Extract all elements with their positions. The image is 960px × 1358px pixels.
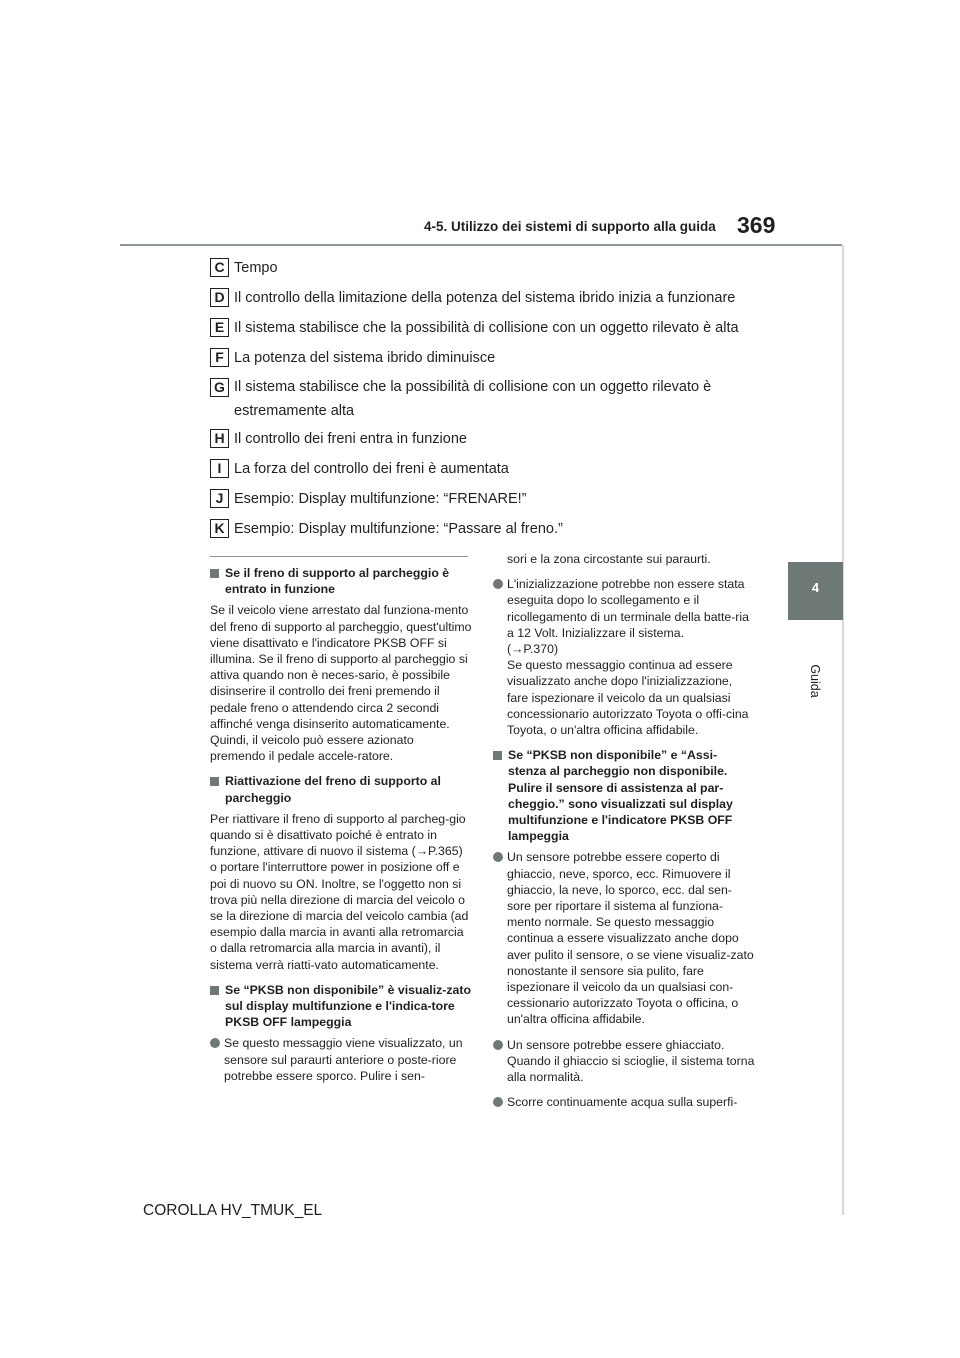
square-bullet-icon (210, 569, 219, 578)
header-rule (120, 244, 842, 246)
legend-item (210, 375, 770, 426)
legend-item (210, 456, 770, 486)
round-bullet-icon (493, 852, 503, 862)
chapter-label-box (800, 652, 830, 712)
legend-item (210, 345, 770, 375)
chapter-tab[interactable] (788, 562, 843, 620)
bullet-text: Scorre continuamente acqua sulla superfi- (507, 1095, 738, 1110)
block-paragraph: Per riattivare il freno di supporto al parcheg-gio quando si è disattivato poiché è entrato in funzione, attivare di nuovo il sistema (→P.365) o portare l'interruttore power in posizione off e poi di nuovo su ON. Inoltre, se l'oggetto non si trova più nella direzione di marcia del veicolo o se la direzione di marcia del veicolo cambia (ad esempio dalla marcia in avanti alla retromarcia o dalla retromarcia alla marcia in avanti), il sistema verrà riatti-vato automaticamente. (210, 811, 469, 972)
bullet-text: Un sensore potrebbe essere coperto di ghiaccio, neve, sporco, ecc. Rimuovere il ghiaccio, la neve, lo sporco, ecc. dal sen-sore per riportare il sistema al funziona-mento normale. Se questo messaggio continua a essere visualizzato anche dopo aver pulito il sensore, o se viene visualiz-zato nonostante il sensore sia pulito, fare ispezionare il veicolo da un qualsiasi con-cessionario autorizzato Toyota o officina, o un'altra officina affidabile. (507, 850, 754, 1027)
legend-item (210, 315, 770, 345)
block-paragraph: Se il veicolo viene arrestato dal funziona-mento del freno di supporto al parcheggio, quest'ultimo viene disattivato e l'indicatore PKSB OFF si illumina. Se il freno di supporto al parcheggio si attiva quando non è neces-sario, è possibile disinserire il controllo dei freni premendo il pedale freno o attendendo circa 2 secondi affinché venga disinserito automaticamente. Quindi, il veicolo può essere azionato premendo il pedale accele-ratore. (210, 603, 472, 764)
legend-key: J (210, 489, 229, 508)
side-bar (842, 245, 844, 1215)
legend-key: H (210, 429, 229, 448)
legend-item (210, 426, 770, 456)
bullet-text: Se questo messaggio continua ad essere visualizzato anche dopo l'inizializzazione, fare ispezionare il veicolo da un qualsiasi concessionario autorizzato Toyota o offi-cina Toyota, o un'altra officina affidabile. (507, 658, 749, 738)
square-bullet-icon (210, 777, 219, 786)
round-bullet-icon (493, 1040, 503, 1050)
legend-item (210, 516, 770, 546)
bullet-text: L'inizializzazione potrebbe non essere stata eseguita dopo lo scollegamento e il ricollegamento di un terminale della batte-ria a 12 Volt. Inizializzare il sistema. (507, 577, 749, 640)
legend-item (210, 255, 770, 285)
round-bullet-icon (493, 579, 503, 589)
chapter-label: Guida (808, 664, 822, 698)
legend-item (210, 285, 770, 315)
legend-text: Esempio: Display multifunzione: “FRENARE!” (234, 491, 527, 507)
chapter-number: 4 (811, 580, 820, 595)
bullet-item (493, 1094, 755, 1110)
page-reference[interactable]: (→P.370) (507, 642, 559, 657)
legend-key: I (210, 459, 229, 478)
bullet-continuation (493, 551, 755, 567)
legend-key: G (210, 378, 229, 397)
bullet-item (493, 1037, 755, 1086)
legend-key: E (210, 318, 229, 337)
heading-text: Se “PKSB non disponibile” e “Assi-stenza al parcheggio non disponibile. Pulire il sensore di assistenza al par-cheggio.” sono visualizzati sul display multifunzione e l'indicatore PKSB OFF lampeggia (508, 748, 733, 844)
bullet-text: sori e la zona circostante sui paraurti. (507, 552, 711, 566)
legend-key: F (210, 348, 229, 367)
bullet-text: Un sensore potrebbe essere ghiacciato. Quando il ghiaccio si scioglie, il sistema torna alla normalità. (507, 1037, 755, 1085)
legend-key: K (210, 519, 229, 538)
right-column (493, 551, 755, 1120)
square-bullet-icon (210, 986, 219, 995)
square-bullet-icon (493, 751, 502, 760)
section-title: 4-5. Utilizzo dei sistemi di supporto alla guida (424, 219, 716, 234)
heading-text: Se “PKSB non disponibile” è visualiz-zato sul display multifunzione e l'indica-tore PKSB OFF lampeggia (225, 982, 471, 1030)
left-column (210, 565, 472, 1093)
legend-text: Il controllo della limitazione della potenza del sistema ibrido inizia a funzionare (234, 290, 736, 306)
legend-key: D (210, 288, 229, 307)
bullet-item (493, 849, 755, 1027)
bullet-item (493, 576, 755, 738)
block-heading (210, 773, 472, 805)
diagram-legend (210, 255, 770, 546)
legend-text: Esempio: Display multifunzione: “Passare al freno.” (234, 521, 563, 537)
block-heading (210, 982, 472, 1031)
page-number: 369 (737, 212, 776, 238)
legend-text: Il sistema stabilisce che la possibilità di collisione con un oggetto rilevato è estremamente alta (234, 379, 712, 419)
legend-text: Tempo (234, 260, 278, 276)
legend-text: La forza del controllo dei freni è aumentata (234, 461, 509, 477)
legend-text: La potenza del sistema ibrido diminuisce (234, 350, 496, 366)
heading-text: Riattivazione del freno di supporto al parcheggio (225, 774, 441, 805)
legend-item (210, 486, 770, 516)
footer-model-code: COROLLA HV_TMUK_EL (143, 1202, 323, 1219)
bullet-item (210, 1035, 472, 1084)
section-separator (210, 556, 468, 557)
legend-text: Il controllo dei freni entra in funzione (234, 431, 467, 447)
legend-key: C (210, 258, 229, 277)
round-bullet-icon (493, 1097, 503, 1107)
round-bullet-icon (210, 1038, 220, 1048)
legend-text: Il sistema stabilisce che la possibilità di collisione con un oggetto rilevato è alta (234, 320, 739, 336)
heading-text: Se il freno di supporto al parcheggio è entrato in funzione (225, 566, 450, 597)
bullet-text: Se questo messaggio viene visualizzato, un sensore sul paraurti anteriore o poste-riore potrebbe essere sporco. Pulire i sen- (224, 1036, 463, 1083)
block-heading (210, 565, 472, 597)
block-heading (493, 747, 755, 844)
